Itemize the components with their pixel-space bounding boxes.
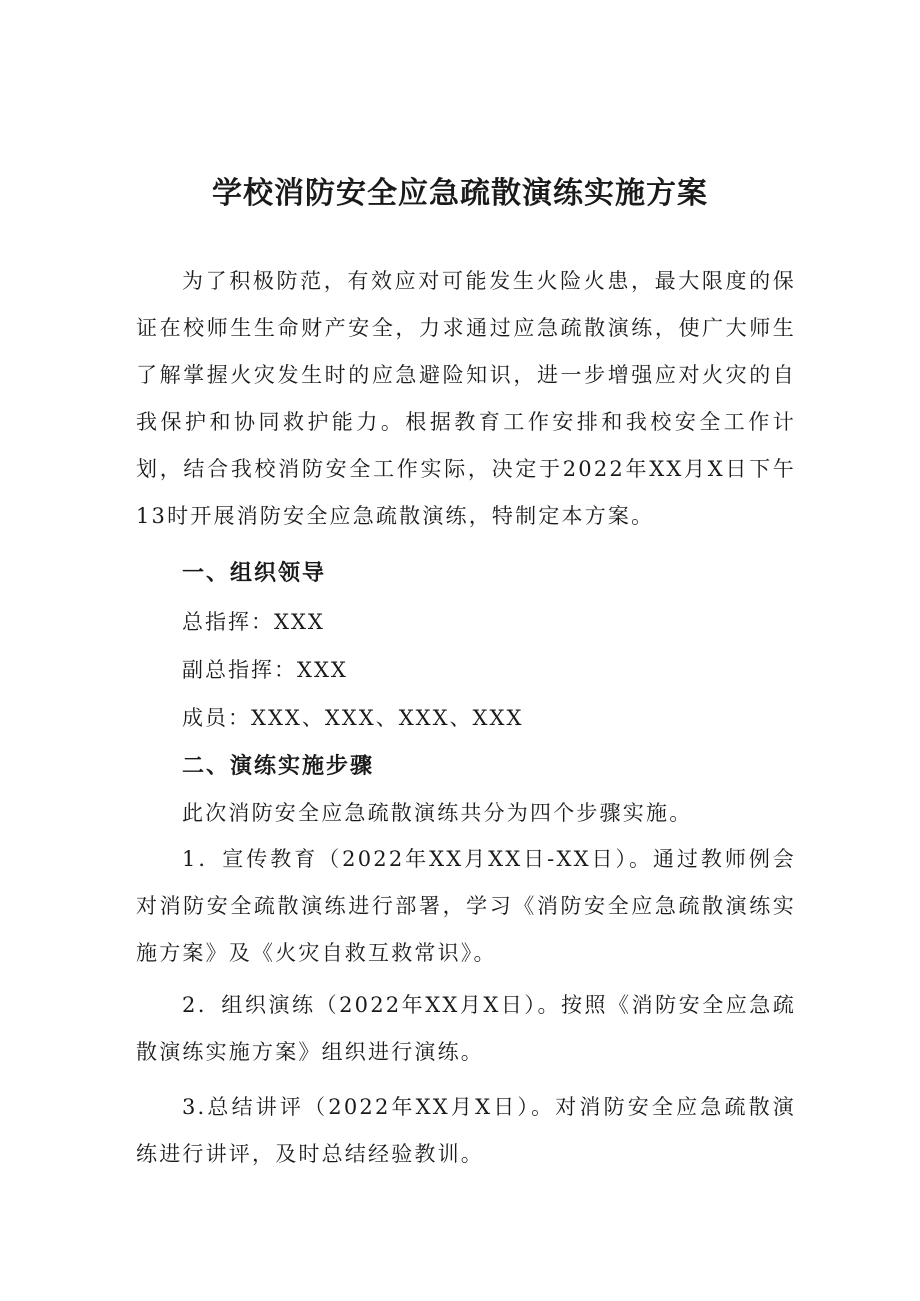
step-item-3: 3.总结讲评（2022年XX月X日）。对消防安全应急疏散演练进行讲评，及时总结经验教训。 [136, 1095, 796, 1166]
step-item-1: 1．宣传教育（2022年XX月XX日-XX日）。通过教师例会对消防安全疏散演练进行部署，学习《消防安全应急疏散演练实施方案》及《火灾自救互救常识》。 [136, 847, 796, 965]
commander-line: 总指挥：XXX [182, 610, 325, 634]
members-line: 成员：XXX、XXX、XXX、XXX [182, 706, 524, 730]
deputy-commander-line: 副总指挥：XXX [182, 658, 348, 682]
section-heading-steps: 二、演练实施步骤 [182, 754, 375, 779]
intro-paragraph: 为了积极防范，有效应对可能发生火险火患，最大限度的保证在校师生生命财产安全，力求通过应急疏散演练，使广大师生了解掌握火灾发生时的应急避险知识，进一步增强应对火灾的自我保护和协同救护能力。根据教育工作安排和我校安全工作计划，结合我校消防安全工作实际，决定于2022年XX月X日下午13时开展消防安全应急疏散演练，特制定本方案。 [136, 269, 796, 528]
page-title: 学校消防安全应急疏散演练实施方案 [212, 176, 708, 211]
step-item-2: 2．组织演练（2022年XX月X日）。按照《消防安全应急疏散演练实施方案》组织进行演练。 [136, 993, 796, 1064]
section-heading-organization: 一、组织领导 [182, 561, 327, 586]
steps-summary: 此次消防安全应急疏散演练共分为四个步骤实施。 [182, 801, 693, 825]
